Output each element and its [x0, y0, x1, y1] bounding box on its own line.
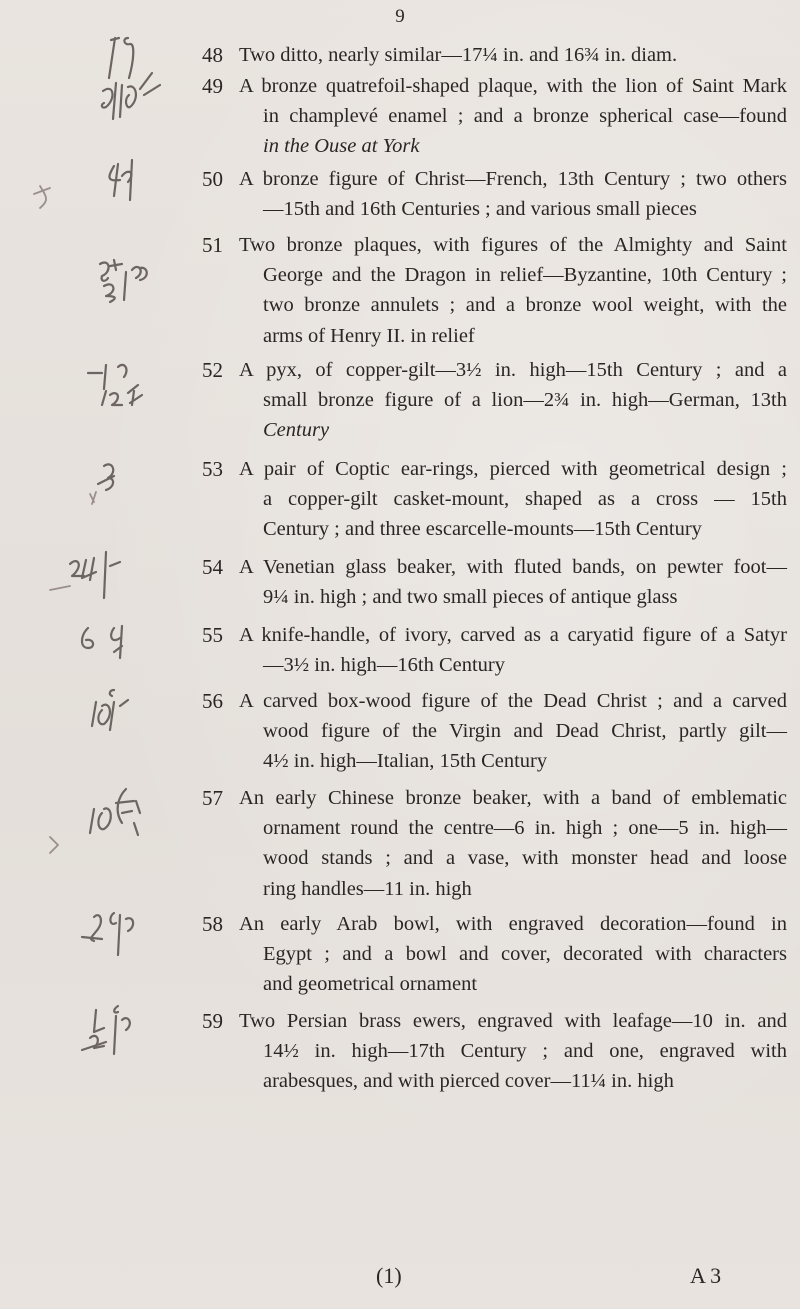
handwritten-price-53 [10, 452, 180, 504]
lot-line: A knife-handle, of ivory, carved as a caryatid figure of a Satyr [239, 624, 787, 646]
handwritten-price-59 [10, 1002, 180, 1054]
lot-line: Egypt ; and a bowl and cover, decorated with characters [263, 943, 787, 966]
lot-description [239, 230, 787, 351]
lot-line: An early Chinese bronze beaker, with a band of emblematic [239, 787, 787, 809]
lot-line: A bronze figure of Christ—French, 13th Century ; two others [239, 168, 787, 190]
lot-number: 56 [202, 689, 223, 713]
lot-line: wood stands ; and a vase, with monster head and loose [263, 847, 787, 870]
lot-number: 49 [202, 74, 223, 98]
lot-line: Century ; and three escarcelle-mounts—15th Century [263, 518, 702, 541]
lot-number: 50 [202, 167, 223, 191]
lot-line: Century [263, 419, 330, 442]
lot-description [239, 40, 787, 70]
lot-line: —3½ in. high—16th Century [263, 654, 506, 677]
lot-line: —15th and 16th Centuries ; and various small pieces [263, 198, 697, 221]
lot-description [239, 1006, 787, 1097]
lot-line: wood figure of the Virgin and Dead Christ, partly gilt— [263, 720, 787, 743]
lot-number: 55 [202, 623, 223, 647]
lot-line: 4½ in. high—Italian, 15th Century [263, 750, 548, 773]
lot-line: A Venetian glass beaker, with fluted bands, on pewter foot— [239, 556, 787, 578]
lot-line: ornament round the centre—6 in. high ; one—5 in. high— [263, 817, 787, 840]
lot-description [239, 620, 787, 680]
lot-line: An early Arab bowl, with engraved decoration—found in [239, 913, 787, 935]
sale-number: (1) [376, 1263, 402, 1288]
lot-line: A carved box-wood figure of the Dead Christ ; and a carved [239, 690, 787, 712]
handwritten-price-54 [10, 546, 180, 598]
lot-number: 59 [202, 1009, 223, 1033]
handwritten-price-50 [10, 156, 180, 208]
handwritten-price-51 [10, 252, 180, 304]
lot-number: 51 [202, 233, 223, 257]
lot-line: small bronze figure of a lion—2¾ in. high—German, 13th [263, 389, 787, 412]
lot-number: 54 [202, 555, 223, 579]
handwritten-price-57 [10, 783, 180, 835]
handwritten-price-49 [10, 69, 180, 121]
lot-line: George and the Dragon in relief—Byzantine, 10th Century ; [263, 264, 787, 287]
page-number: 9 [395, 6, 405, 27]
lot-line: A bronze quatrefoil-shaped plaque, with the lion of Saint Mark [239, 75, 787, 97]
lot-line: arms of Henry II. in relief [263, 324, 475, 347]
lot-description [239, 783, 787, 904]
lot-line: A pair of Coptic ear-rings, pierced with geometrical design ; [239, 458, 787, 480]
lot-description [239, 71, 787, 162]
lot-number: 52 [202, 358, 223, 382]
lot-line: and geometrical ornament [263, 973, 478, 996]
lot-line: Two Persian brass ewers, engraved with leafage—10 in. and [239, 1010, 787, 1032]
lot-line: 9¼ in. high ; and two small pieces of antique glass [263, 586, 678, 609]
lot-line: in the Ouse at York [263, 135, 420, 158]
lot-description [239, 454, 787, 545]
lot-line: 14½ in. high—17th Century ; and one, engraved with [263, 1040, 787, 1063]
lot-line: in champlevé enamel ; and a bronze spherical case—found [263, 105, 787, 128]
lot-description [239, 552, 787, 612]
printer-signature: A 3 [690, 1263, 722, 1288]
lot-number: 57 [202, 786, 223, 810]
handwritten-price-56 [10, 686, 180, 738]
lot-number: 53 [202, 457, 223, 481]
lot-line: arabesques, and with pierced cover—11¼ in. high [263, 1070, 674, 1093]
lot-number: 58 [202, 912, 223, 936]
lot-description [239, 909, 787, 1000]
lot-line: ring handles—11 in. high [263, 877, 472, 900]
handwritten-price-52 [10, 355, 180, 407]
lot-number: 48 [202, 43, 223, 67]
lot-line: a copper-gilt casket-mount, shaped as a cross — 15th [263, 488, 787, 511]
lot-line: Two bronze plaques, with figures of the Almighty and Saint [239, 234, 787, 256]
lot-description [239, 355, 787, 446]
lot-description [239, 164, 787, 224]
lot-line: A pyx, of copper-gilt—3½ in. high—15th Century ; and a [239, 359, 787, 381]
lot-line: Two ditto, nearly similar—17¼ in. and 16¾ in. diam. [239, 44, 678, 66]
handwritten-price-55 [10, 618, 180, 670]
handwritten-price-58 [10, 903, 180, 955]
lot-description [239, 686, 787, 777]
lot-line: two bronze annulets ; and a bronze wool weight, with the [263, 294, 787, 317]
